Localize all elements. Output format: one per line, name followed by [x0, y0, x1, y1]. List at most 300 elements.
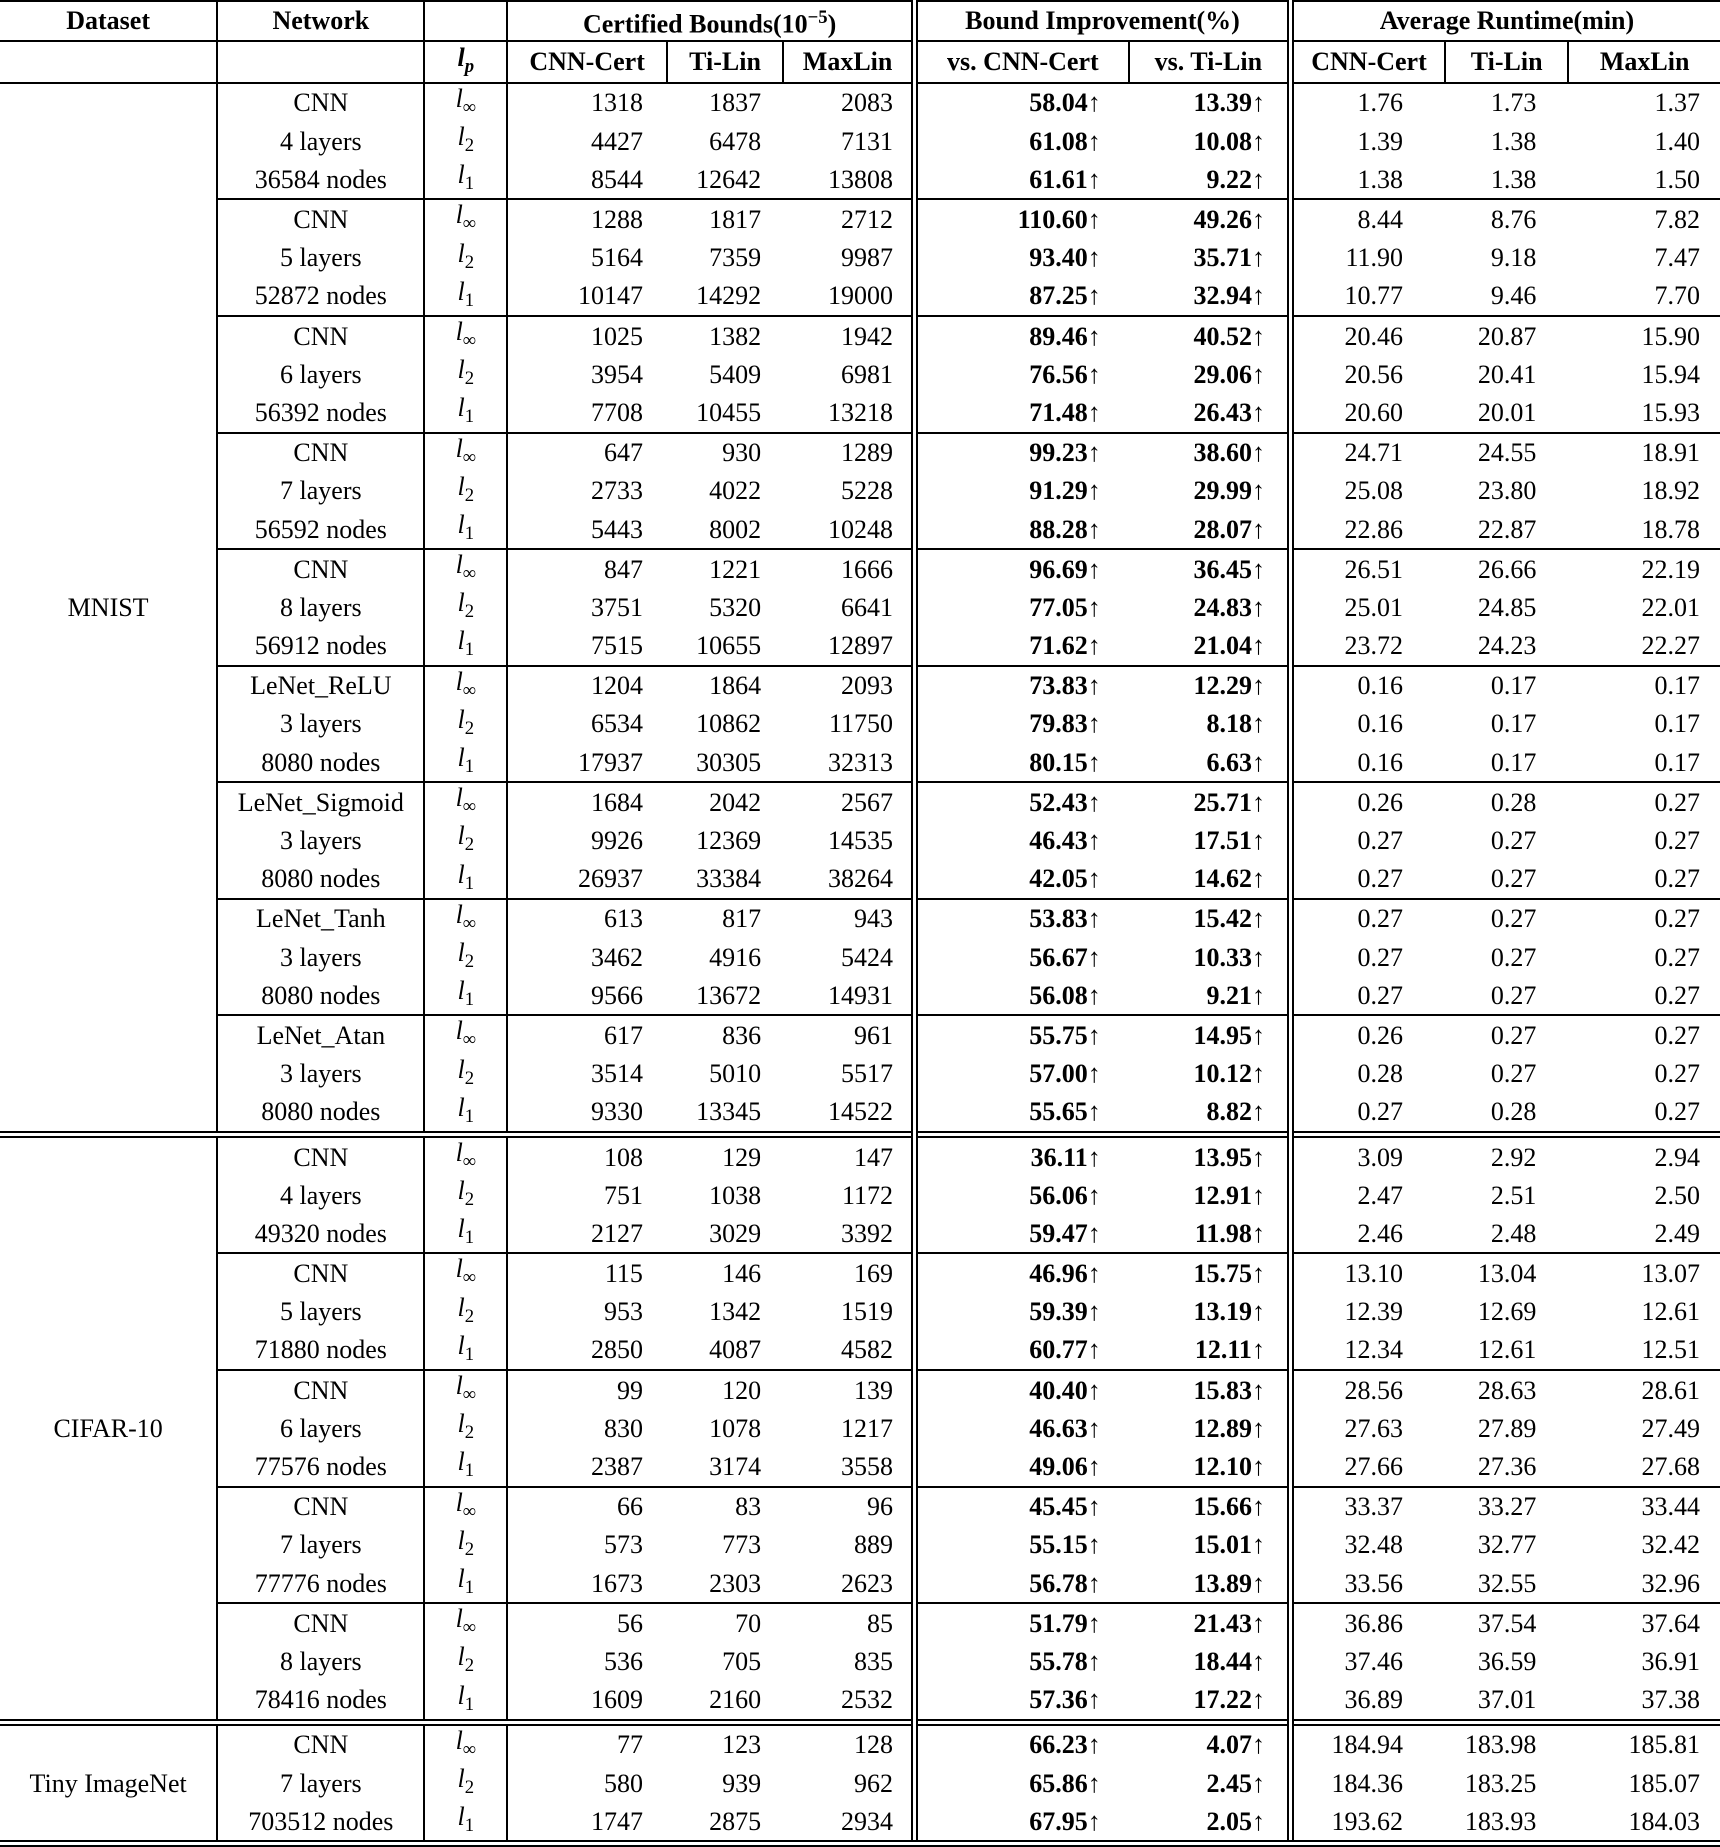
runtime-cell: 33.44 [1568, 1487, 1720, 1526]
table-row [0, 510, 1720, 549]
runtime-cell: 33.37 [1290, 1487, 1445, 1526]
runtime-cell: 0.16 [1290, 705, 1445, 743]
certified-bound-cell: 26937 [507, 860, 667, 899]
bound-improvement-cell: 57.00↑ [915, 1055, 1129, 1093]
bound-improvement-cell: 12.29↑ [1129, 666, 1291, 705]
runtime-cell: 32.42 [1641, 1530, 1700, 1560]
lp-label: $l_1$ [424, 160, 507, 199]
certified-bound-cell: 1038 [709, 1180, 762, 1210]
certified-bound-cell: 617 [507, 1015, 667, 1054]
certified-bound-cell: 13218 [828, 397, 893, 427]
bound-improvement-cell: 58.04↑ [915, 83, 1129, 122]
subheader-bounds-tilin: Ti-Lin [667, 41, 783, 83]
certified-bound-cell: 120 [667, 1370, 783, 1409]
bound-improvement-cell: 59.39↑ [915, 1293, 1129, 1331]
runtime-cell: 20.01 [1477, 397, 1537, 427]
subheader-bounds-cnncert: CNN-Cert [507, 41, 667, 83]
certified-bound-cell: 14522 [828, 1097, 893, 1127]
bound-improvement-cell: 12.11↑ [1194, 1335, 1265, 1365]
group-header-bound-improvement: Bound Improvement(%) [915, 1, 1291, 41]
bound-improvement-cell: 36.11↑ [915, 1134, 1129, 1176]
runtime-cell: 184.03 [1568, 1802, 1720, 1844]
runtime-cell: 0.27 [1568, 782, 1720, 821]
runtime-cell: 36.86 [1290, 1603, 1445, 1642]
certified-bound-cell: 5424 [841, 942, 893, 972]
certified-bound-cell: 1382 [667, 316, 783, 355]
certified-bound-cell: 2532 [841, 1685, 893, 1715]
lp-label: $l_2$ [424, 1055, 507, 1093]
network-label: CNN [217, 199, 424, 238]
lp-label: $l_2$ [424, 705, 507, 743]
bound-improvement-cell: 38.60↑ [1129, 433, 1291, 472]
certified-bound-cell: 9330 [507, 1093, 667, 1135]
runtime-cell: 37.01 [1477, 1685, 1537, 1715]
bound-improvement-cell: 15.42↑ [1129, 899, 1291, 938]
certified-bound-cell: 96 [783, 1487, 914, 1526]
runtime-cell: 0.27 [1290, 938, 1445, 976]
runtime-cell: 0.27 [1568, 899, 1720, 938]
runtime-cell: 32.96 [1641, 1568, 1700, 1598]
runtime-cell: 36.59 [1477, 1646, 1537, 1676]
network-label: 3 layers [217, 938, 424, 976]
network-label: 703512 nodes [217, 1802, 424, 1844]
certified-bound-cell: 7131 [841, 126, 893, 156]
table-row [0, 1603, 1720, 1642]
runtime-cell: 0.27 [1490, 1059, 1537, 1089]
runtime-cell: 2.50 [1654, 1180, 1700, 1210]
bound-improvement-cell: 66.23↑ [915, 1722, 1129, 1764]
certified-bound-cell: 115 [507, 1253, 667, 1292]
table-row [0, 1253, 1720, 1292]
runtime-cell: 0.17 [1654, 709, 1700, 739]
bound-improvement-cell: 10.12↑ [1193, 1059, 1265, 1089]
network-label: LeNet_Sigmoid [217, 782, 424, 821]
lp-label: $l_1$ [424, 626, 507, 665]
table-row [0, 433, 1720, 472]
certified-bound-cell: 6641 [841, 592, 893, 622]
certified-bound-cell: 14535 [828, 826, 893, 855]
table-row [0, 626, 1720, 665]
bound-improvement-cell: 99.23↑ [915, 433, 1129, 472]
certified-bound-cell: 2875 [667, 1802, 783, 1844]
bound-improvement-cell: 57.36↑ [915, 1681, 1129, 1723]
certified-bound-cell: 2623 [841, 1568, 893, 1598]
certified-bound-cell: 9566 [507, 976, 667, 1015]
runtime-cell: 1.50 [1654, 164, 1700, 194]
lp-label: $l_\infty$ [424, 666, 507, 705]
certified-bound-cell: 3462 [507, 938, 667, 976]
certified-bound-cell: 2934 [783, 1802, 914, 1844]
network-label: 8080 nodes [217, 860, 424, 899]
bound-improvement-cell: 26.43↑ [1193, 397, 1265, 427]
runtime-cell: 36.89 [1290, 1681, 1445, 1723]
certified-bound-cell: 8002 [709, 514, 762, 544]
runtime-cell: 1.37 [1654, 88, 1700, 118]
certified-bound-cell: 830 [507, 1409, 667, 1447]
certified-bound-cell: 19000 [828, 281, 893, 311]
bound-improvement-cell: 15.01↑ [1193, 1530, 1265, 1560]
runtime-cell: 27.89 [1477, 1413, 1537, 1443]
certified-bound-cell: 1204 [507, 666, 667, 705]
bound-improvement-cell: 93.40↑ [915, 239, 1129, 277]
certified-bound-cell: 13345 [696, 1097, 762, 1127]
runtime-cell: 18.92 [1641, 476, 1700, 506]
bound-improvement-cell: 13.39↑ [1193, 88, 1265, 118]
table-row [0, 472, 1720, 510]
certified-bound-cell: 7708 [507, 393, 667, 432]
certified-bound-cell: 962 [854, 1768, 893, 1798]
certified-bound-cell: 930 [667, 433, 783, 472]
subheader-network-empty [217, 41, 424, 83]
bound-improvement-cell: 14.95↑ [1129, 1015, 1291, 1054]
runtime-cell: 0.16 [1290, 743, 1445, 782]
certified-bound-cell: 1342 [709, 1297, 762, 1327]
runtime-cell: 2.47 [1290, 1176, 1445, 1214]
bound-improvement-cell: 52.43↑ [915, 782, 1129, 821]
lp-label: $l_1$ [424, 743, 507, 782]
table-row [0, 277, 1720, 316]
lp-label: $l_\infty$ [424, 316, 507, 355]
table-row [0, 976, 1720, 1015]
certified-bound-cell: 773 [722, 1530, 762, 1560]
lp-label: $l_1$ [424, 1214, 507, 1253]
runtime-cell: 1.38 [1490, 126, 1537, 156]
runtime-cell: 15.93 [1641, 397, 1700, 427]
certified-bound-cell: 847 [507, 549, 667, 588]
bound-improvement-cell: 21.43↑ [1129, 1603, 1291, 1642]
runtime-cell: 26.51 [1290, 549, 1445, 588]
network-label: CNN [217, 1603, 424, 1642]
certified-bound-cell: 85 [783, 1603, 914, 1642]
bound-improvement-cell: 18.44↑ [1193, 1646, 1265, 1676]
runtime-cell: 0.27 [1290, 860, 1445, 899]
bound-improvement-cell: 15.75↑ [1129, 1253, 1291, 1292]
certified-bound-cell: 2567 [783, 782, 914, 821]
runtime-cell: 20.41 [1477, 359, 1537, 389]
bound-improvement-cell: 29.99↑ [1193, 476, 1265, 506]
lp-label: $l_\infty$ [424, 1253, 507, 1292]
certified-bound-cell: 123 [667, 1722, 783, 1764]
runtime-cell: 13.04 [1445, 1253, 1568, 1292]
network-label: 7 layers [217, 472, 424, 510]
bound-improvement-cell: 61.08↑ [915, 122, 1129, 160]
certified-bound-cell: 56 [507, 1603, 667, 1642]
runtime-cell: 22.87 [1477, 514, 1537, 544]
bound-improvement-cell: 49.06↑ [915, 1447, 1129, 1486]
bound-improvement-cell: 45.45↑ [915, 1487, 1129, 1526]
table-row [0, 355, 1720, 393]
certified-bound-cell: 7515 [507, 626, 667, 665]
table-row [0, 1447, 1720, 1486]
runtime-cell: 0.28 [1490, 1097, 1537, 1127]
dataset-label: MNIST [0, 83, 217, 1135]
bound-improvement-cell: 8.82↑ [1206, 1097, 1265, 1127]
network-label: CNN [217, 1370, 424, 1409]
certified-bound-cell: 6981 [841, 359, 893, 389]
lp-label: $l_2$ [424, 355, 507, 393]
runtime-cell: 24.85 [1477, 592, 1537, 622]
runtime-cell: 13.07 [1568, 1253, 1720, 1292]
runtime-cell: 185.07 [1628, 1768, 1700, 1798]
bound-improvement-cell: 76.56↑ [915, 355, 1129, 393]
runtime-cell: 0.27 [1290, 1093, 1445, 1135]
bound-improvement-cell: 11.98↑ [1194, 1218, 1265, 1248]
runtime-cell: 8.44 [1290, 199, 1445, 238]
runtime-cell: 0.26 [1290, 1015, 1445, 1054]
runtime-cell: 0.27 [1490, 826, 1537, 855]
certified-bound-cell: 536 [507, 1642, 667, 1680]
lp-label: $l_2$ [424, 938, 507, 976]
runtime-cell: 27.68 [1641, 1452, 1700, 1481]
bound-improvement-cell: 12.91↑ [1193, 1180, 1265, 1210]
runtime-cell: 22.01 [1641, 592, 1700, 622]
certified-bound-cell: 10147 [507, 277, 667, 316]
network-label: CNN [217, 83, 424, 122]
certified-bound-cell: 146 [667, 1253, 783, 1292]
network-label: LeNet_Tanh [217, 899, 424, 938]
bound-improvement-cell: 55.15↑ [915, 1526, 1129, 1564]
table-row [0, 1409, 1720, 1447]
bound-improvement-cell: 8.18↑ [1206, 709, 1265, 739]
network-label: 5 layers [217, 239, 424, 277]
runtime-cell: 22.19 [1568, 549, 1720, 588]
runtime-cell: 0.27 [1445, 899, 1568, 938]
bound-improvement-cell: 13.19↑ [1193, 1297, 1265, 1327]
certified-bound-cell: 6478 [709, 126, 762, 156]
table-header [0, 1, 1720, 83]
subheader-dataset-empty [0, 41, 217, 83]
lp-label: $l_1$ [424, 1331, 507, 1370]
certified-bound-cell: 108 [507, 1134, 667, 1176]
bound-improvement-cell: 77.05↑ [915, 588, 1129, 626]
runtime-cell: 12.51 [1641, 1335, 1700, 1365]
runtime-cell: 0.28 [1290, 1055, 1445, 1093]
network-label: CNN [217, 1487, 424, 1526]
runtime-cell: 25.01 [1290, 588, 1445, 626]
bound-improvement-cell: 73.83↑ [915, 666, 1129, 705]
subheader-lp: $l_p$ [424, 41, 507, 83]
certified-bound-cell: 7359 [709, 243, 762, 273]
bound-improvement-cell: 96.69↑ [915, 549, 1129, 588]
table-row [0, 821, 1720, 859]
table-row [0, 83, 1720, 122]
runtime-cell: 22.27 [1641, 631, 1700, 661]
bound-improvement-cell: 40.52↑ [1129, 316, 1291, 355]
runtime-cell: 33.56 [1290, 1564, 1445, 1603]
certified-bound-cell: 13672 [696, 980, 762, 1010]
bound-improvement-cell: 89.46↑ [915, 316, 1129, 355]
certified-bound-cell: 14931 [828, 980, 893, 1010]
certified-bound-cell: 12642 [696, 164, 762, 194]
bound-improvement-cell: 55.78↑ [915, 1642, 1129, 1680]
runtime-cell: 22.86 [1290, 510, 1445, 549]
runtime-cell: 20.56 [1290, 355, 1445, 393]
table-row [0, 1214, 1720, 1253]
runtime-cell: 0.26 [1290, 782, 1445, 821]
table-row [0, 1331, 1720, 1370]
network-label: CNN [217, 433, 424, 472]
network-label: 8080 nodes [217, 1093, 424, 1135]
certified-bound-cell: 10248 [828, 514, 893, 544]
runtime-cell: 8.76 [1445, 199, 1568, 238]
runtime-cell: 27.36 [1477, 1452, 1537, 1481]
bound-improvement-cell: 87.25↑ [915, 277, 1129, 316]
bound-improvement-cell: 51.79↑ [915, 1603, 1129, 1642]
certified-bound-cell: 129 [667, 1134, 783, 1176]
network-label: 3 layers [217, 705, 424, 743]
table-row [0, 549, 1720, 588]
network-label: 7 layers [217, 1764, 424, 1802]
runtime-cell: 0.17 [1445, 666, 1568, 705]
runtime-cell: 1.39 [1290, 122, 1445, 160]
certified-bound-cell: 83 [667, 1487, 783, 1526]
bound-improvement-cell: 56.08↑ [915, 976, 1129, 1015]
lp-label: $l_\infty$ [424, 199, 507, 238]
col-header-dataset: Dataset [0, 1, 217, 41]
runtime-cell: 7.70 [1654, 281, 1700, 311]
network-label: 6 layers [217, 355, 424, 393]
runtime-cell: 12.39 [1290, 1293, 1445, 1331]
runtime-cell: 7.47 [1654, 243, 1700, 273]
certified-bound-cell: 5409 [709, 359, 762, 389]
runtime-cell: 183.93 [1445, 1802, 1568, 1844]
bound-improvement-cell: 91.29↑ [915, 472, 1129, 510]
certified-bound-cell: 2303 [709, 1568, 762, 1598]
bound-improvement-cell: 12.10↑ [1193, 1452, 1265, 1481]
bound-improvement-cell: 60.77↑ [915, 1331, 1129, 1370]
certified-bound-cell: 77 [507, 1722, 667, 1764]
certified-bound-cell: 1684 [507, 782, 667, 821]
bound-improvement-cell: 46.63↑ [915, 1409, 1129, 1447]
runtime-cell: 33.27 [1445, 1487, 1568, 1526]
certified-bound-cell: 14292 [696, 281, 762, 311]
certified-bound-cell: 4916 [709, 942, 762, 972]
table-row [0, 860, 1720, 899]
runtime-cell: 12.34 [1290, 1331, 1445, 1370]
certified-bound-cell: 4022 [709, 476, 762, 506]
col-header-lp-spacer [424, 1, 507, 41]
runtime-cell: 3.09 [1290, 1134, 1445, 1176]
certified-bound-cell: 17937 [507, 743, 667, 782]
certified-bound-cell: 1837 [709, 88, 762, 118]
certified-bound-cell: 70 [667, 1603, 783, 1642]
network-label: 56912 nodes [217, 626, 424, 665]
runtime-cell: 24.55 [1445, 433, 1568, 472]
certified-bound-cell: 751 [507, 1176, 667, 1214]
group-header-certified-bounds: Certified $Bounds(10^{-5})$ [507, 1, 914, 41]
certified-bound-cell: 889 [854, 1530, 893, 1560]
runtime-cell: 37.46 [1290, 1642, 1445, 1680]
certified-bound-cell: 12897 [828, 631, 893, 661]
bound-improvement-cell: 79.83↑ [915, 705, 1129, 743]
runtime-cell: 183.25 [1464, 1768, 1537, 1798]
certified-bound-cell: 3514 [507, 1055, 667, 1093]
bound-improvement-cell: 36.45↑ [1129, 549, 1291, 588]
bound-improvement-cell: 13.95↑ [1129, 1134, 1291, 1176]
certified-bound-cell: 939 [722, 1768, 762, 1798]
lp-label: $l_1$ [424, 1681, 507, 1723]
lp-label: $l_1$ [424, 277, 507, 316]
bound-improvement-cell: 6.63↑ [1206, 747, 1265, 777]
runtime-cell: 28.56 [1290, 1370, 1445, 1409]
table-row [0, 1564, 1720, 1603]
runtime-cell: 23.72 [1290, 626, 1445, 665]
certified-bound-cell: 10455 [696, 397, 762, 427]
certified-bound-cell: 3954 [507, 355, 667, 393]
bound-improvement-cell: 46.43↑ [915, 821, 1129, 859]
runtime-cell: 0.17 [1490, 747, 1537, 777]
runtime-cell: 24.23 [1477, 631, 1537, 661]
runtime-cell: 37.38 [1641, 1685, 1700, 1715]
table-row [0, 1093, 1720, 1135]
certified-bound-cell: 13808 [828, 164, 893, 194]
network-label: LeNet_ReLU [217, 666, 424, 705]
bound-improvement-cell: 2.05↑ [1129, 1802, 1291, 1844]
certified-bound-cell: 580 [507, 1764, 667, 1802]
dataset-label: Tiny ImageNet [0, 1722, 217, 1844]
lp-label: $l_\infty$ [424, 1603, 507, 1642]
table-row [0, 1293, 1720, 1331]
lp-label: $l_\infty$ [424, 782, 507, 821]
network-label: CNN [217, 1134, 424, 1176]
runtime-cell: 25.08 [1290, 472, 1445, 510]
group-header-average-runtime: Average Runtime(min) [1290, 1, 1720, 41]
certified-bound-cell: 5010 [709, 1059, 762, 1089]
table-row [0, 782, 1720, 821]
runtime-cell: 1.38 [1490, 164, 1537, 194]
certified-bound-cell: 2093 [783, 666, 914, 705]
bound-improvement-cell: 21.04↑ [1193, 631, 1265, 661]
runtime-cell: 0.27 [1490, 864, 1537, 894]
table-row [0, 705, 1720, 743]
runtime-cell: 11.90 [1290, 239, 1445, 277]
runtime-cell: 12.61 [1477, 1335, 1537, 1365]
runtime-cell: 0.27 [1290, 899, 1445, 938]
lp-label: $l_1$ [424, 860, 507, 899]
runtime-cell: 12.61 [1641, 1297, 1700, 1327]
certified-bound-cell: 10862 [696, 709, 762, 739]
runtime-cell: 183.98 [1445, 1722, 1568, 1764]
runtime-cell: 13.10 [1290, 1253, 1445, 1292]
network-label: 8080 nodes [217, 743, 424, 782]
subheader-vs-cnncert: vs. CNN-Cert [915, 41, 1129, 83]
certified-bound-cell: 3392 [841, 1218, 893, 1248]
lp-label: $l_2$ [424, 122, 507, 160]
runtime-cell: 0.27 [1490, 942, 1537, 972]
table-row [0, 316, 1720, 355]
bound-improvement-cell: 17.51↑ [1193, 826, 1265, 855]
table-row [0, 393, 1720, 432]
runtime-cell: 18.78 [1641, 514, 1700, 544]
certified-bound-cell: 1221 [667, 549, 783, 588]
certified-bound-cell: 147 [783, 1134, 914, 1176]
bound-improvement-cell: 42.05↑ [915, 860, 1129, 899]
certified-bound-cell: 705 [722, 1646, 762, 1676]
network-label: CNN [217, 1722, 424, 1764]
bound-improvement-cell: 40.40↑ [915, 1370, 1129, 1409]
table-row [0, 1642, 1720, 1680]
table-row [0, 1802, 1720, 1844]
bound-improvement-cell: 15.66↑ [1129, 1487, 1291, 1526]
certified-bound-cell: 3751 [507, 588, 667, 626]
runtime-cell: 2.46 [1290, 1214, 1445, 1253]
runtime-cell: 15.94 [1641, 359, 1700, 389]
table-row [0, 199, 1720, 238]
table-row [0, 1055, 1720, 1093]
network-label: 4 layers [217, 122, 424, 160]
certified-bound-cell: 573 [507, 1526, 667, 1564]
runtime-cell: 20.46 [1290, 316, 1445, 355]
